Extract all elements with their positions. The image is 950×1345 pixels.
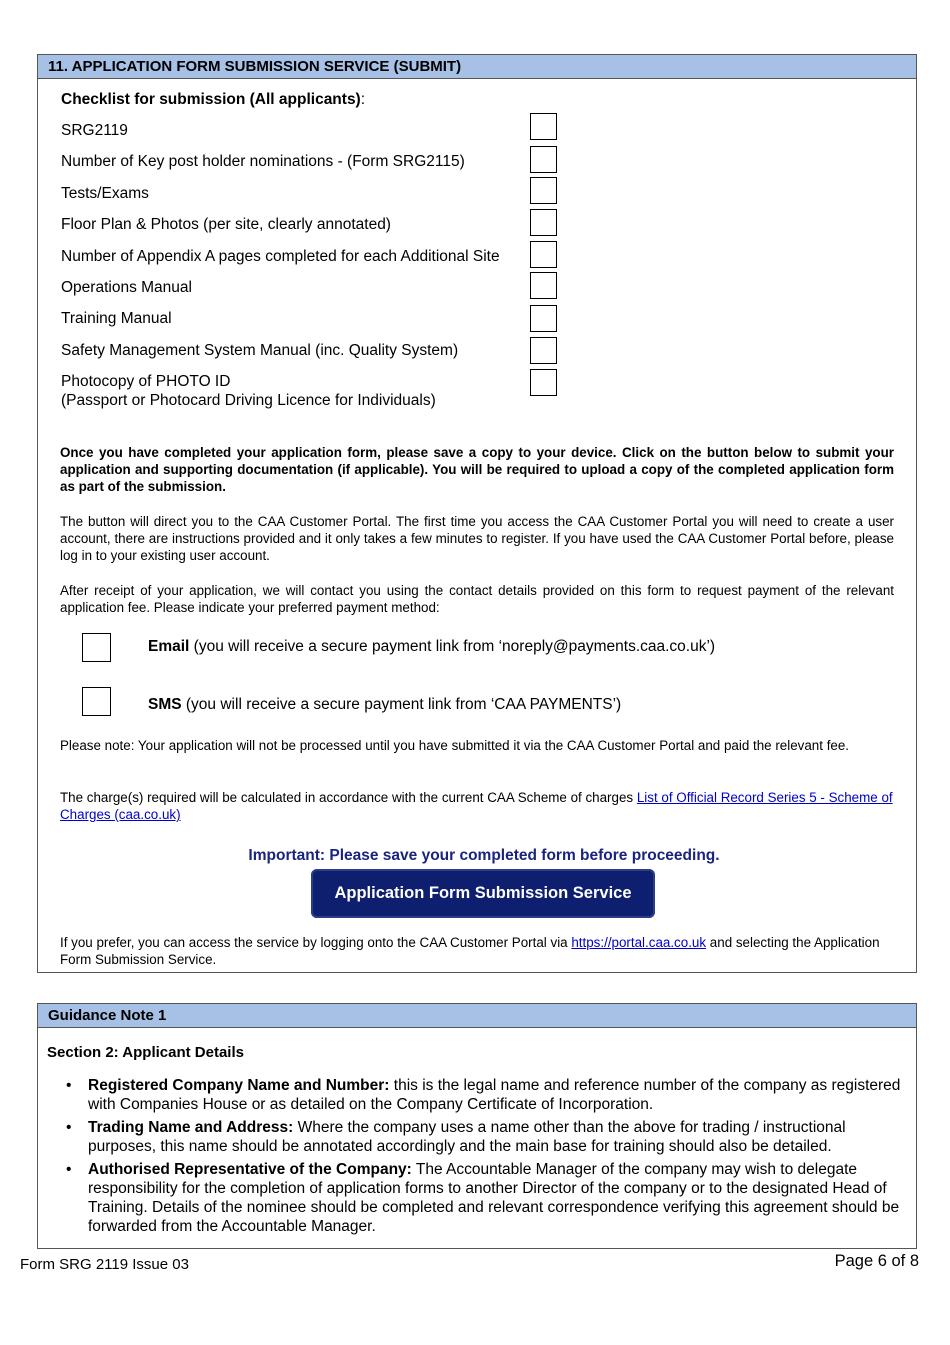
payment-sms-label: SMS (you will receive a secure payment link from ‘CAA PAYMENTS’) xyxy=(148,696,622,713)
checkbox-operations-manual[interactable] xyxy=(530,272,557,299)
guidance-header: Guidance Note 1 xyxy=(38,1004,916,1028)
guidance-list xyxy=(38,1076,918,1240)
checklist-item-srg2119: SRG2119 xyxy=(61,122,128,139)
checklist-item-operations-manual: Operations Manual xyxy=(61,279,192,296)
portal-alternative: If you prefer, you can access the service by logging onto the CAA Customer Portal via https://portal.caa.co.uk and selecting the Application Form Submission Service. xyxy=(60,935,880,967)
list-item: • Registered Company Name and Number: this is the legal name and reference number of the company as registered with Companies House or as detailed on the Company Certificate of Incorporation. xyxy=(66,1077,901,1113)
checkbox-floor-plan[interactable] xyxy=(530,209,557,236)
fee-instructions: After receipt of your application, we will contact you using the contact details provided on this form to request payment of the relevant application fee. Please indicate your preferred payment method: xyxy=(60,583,894,615)
payment-email-checkbox[interactable] xyxy=(82,633,111,662)
checkbox-training-manual[interactable] xyxy=(530,305,557,332)
checklist-item-appendix-a: Number of Appendix A pages completed for each Additional Site xyxy=(61,248,500,265)
checkbox-sms-manual[interactable] xyxy=(530,337,557,364)
section-header: 11. APPLICATION FORM SUBMISSION SERVICE (SUBMIT) xyxy=(38,55,916,79)
checkbox-photo-id[interactable] xyxy=(530,369,557,396)
bullet-icon: • xyxy=(66,1077,72,1094)
checklist-item-floor-plan: Floor Plan & Photos (per site, clearly annotated) xyxy=(61,216,391,233)
portal-instructions: The button will direct you to the CAA Customer Portal. The first time you access the CAA Customer Portal you will need to create a user account, there are instructions provided and it only takes a few minutes to register. If you have used the CAA Customer Portal before, please log in to your existing user account. xyxy=(60,514,894,563)
checkbox-srg2119[interactable] xyxy=(530,113,557,140)
guidance-subtitle: Section 2: Applicant Details xyxy=(47,1044,244,1061)
checklist-item-key-post-holder: Number of Key post holder nominations - (Form SRG2115) xyxy=(61,153,465,170)
form-reference: Form SRG 2119 Issue 03 xyxy=(20,1256,189,1273)
charges-note: The charge(s) required will be calculated in accordance with the current CAA Scheme of charges List of Official Record Series 5 - Scheme of Charges (caa.co.uk) xyxy=(60,790,893,822)
charges-link[interactable]: List of Official Record Series 5 - Scheme of Charges (caa.co.uk) xyxy=(60,790,893,822)
important-notice: Important: Please save your completed form before proceeding. xyxy=(248,847,720,864)
bullet-icon: • xyxy=(66,1119,72,1136)
list-item: • Authorised Representative of the Company: The Accountable Manager of the company may wish to delegate responsibility for the completion of application forms to another Director of the company or to the designated Head of Training. Details of the nominee should be completed and relevant correspondence verifying this agreement should be forwarded from the Accountable Manager. xyxy=(66,1161,900,1235)
checklist-item-sms-manual: Safety Management System Manual (inc. Quality System) xyxy=(61,342,459,359)
page-number: Page 6 of 8 xyxy=(834,1252,919,1270)
bullet-icon: • xyxy=(66,1161,72,1178)
checklist-title: Checklist for submission (All applicants): xyxy=(61,91,366,108)
submit-instructions: Once you have completed your application form, please save a copy to your device. Click on the button below to submit your application and supporting documentation (if applicable). You will be required to upload a copy of the completed application form as part of the submission. xyxy=(60,445,894,494)
submission-service-button[interactable]: Application Form Submission Service xyxy=(311,869,655,918)
list-item: • Trading Name and Address: Where the company uses a name other than the above for trading / instructional purposes, this name should be annotated accordingly and the main base for training should also be detailed. xyxy=(66,1119,846,1155)
checkbox-appendix-a[interactable] xyxy=(530,241,557,268)
payment-email-label: Email (you will receive a secure payment link from ‘noreply@payments.caa.co.uk’) xyxy=(148,638,716,655)
checklist-item-training-manual: Training Manual xyxy=(61,310,172,327)
processing-note: Please note: Your application will not be processed until you have submitted it via the CAA Customer Portal and paid the relevant fee. xyxy=(60,738,850,753)
payment-sms-checkbox[interactable] xyxy=(82,687,111,716)
guidance-note-section xyxy=(37,1003,917,1249)
submission-section xyxy=(37,54,917,973)
photo-id-line1: Photocopy of PHOTO ID xyxy=(61,373,231,390)
checklist-item-tests: Tests/Exams xyxy=(61,185,149,202)
checkbox-tests[interactable] xyxy=(530,177,557,204)
photo-id-line2: (Passport or Photocard Driving Licence for Individuals) xyxy=(61,392,436,409)
checkbox-key-post-holder[interactable] xyxy=(530,146,557,173)
portal-link[interactable]: https://portal.caa.co.uk xyxy=(571,935,707,950)
checklist-item-photo-id xyxy=(61,372,436,410)
